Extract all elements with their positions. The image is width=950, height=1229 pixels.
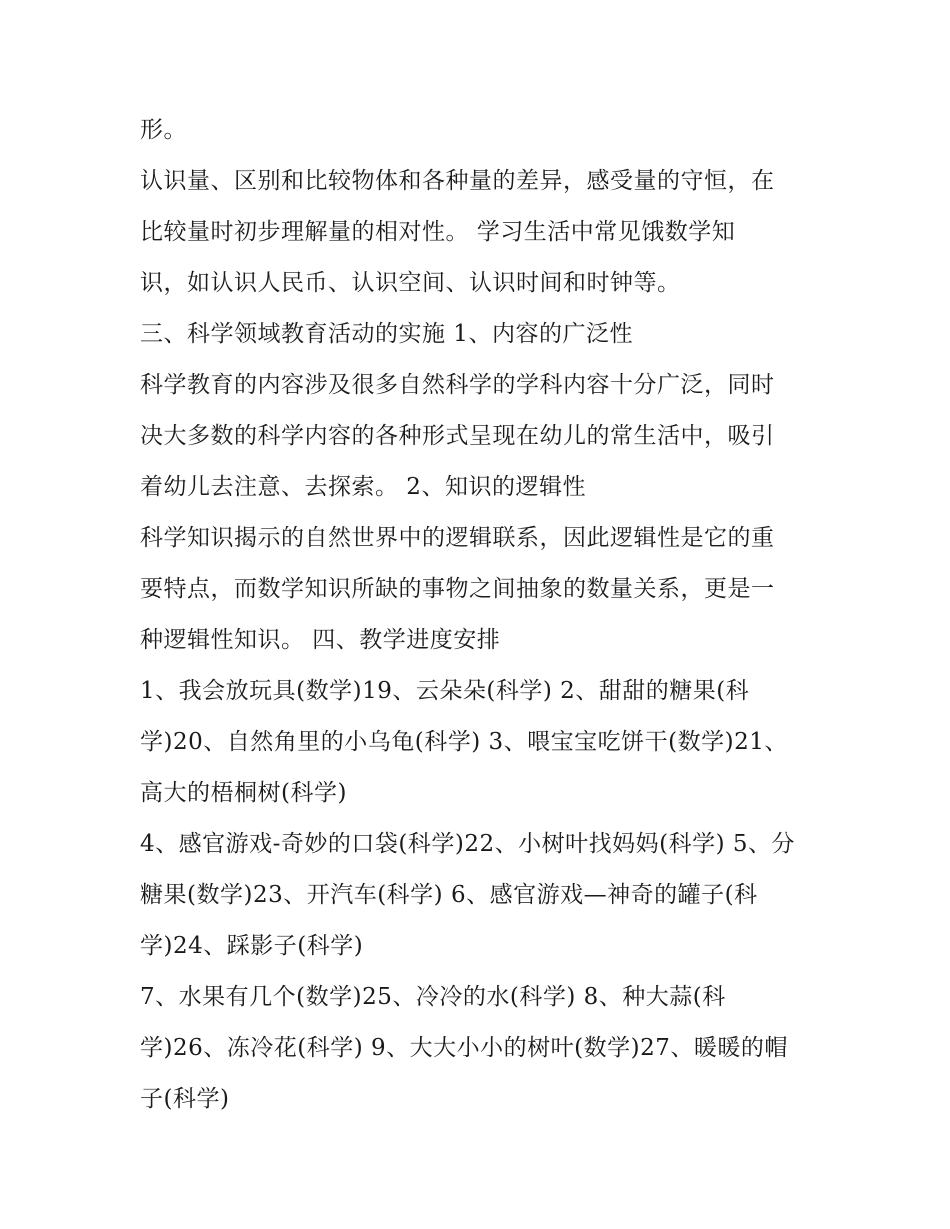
text-line: 种逻辑性知识。 四、教学进度安排 [140, 627, 501, 653]
text-line: 科学知识揭示的自然世界中的逻辑联系，因此逻辑性是它的重 [140, 525, 775, 551]
text-line: 比较量时初步理解量的相对性。 学习生活中常见饿数学知 [140, 219, 736, 245]
text-line: 识，如认识人民币、认识空间、认识时间和时钟等。 [140, 270, 681, 296]
document-body [140, 109, 820, 1129]
text-line: 要特点，而数学知识所缺的事物之间抽象的数量关系，更是一 [140, 576, 775, 602]
schedule-line: 7、水果有几个(数学)25、冷冷的水(科学) 8、种大蒜(科 [140, 984, 726, 1010]
schedule-line: 高大的梧桐树(科学) [140, 780, 347, 806]
schedule-line: 糖果(数学)23、开汽车(科学) 6、感官游戏—神奇的罐子(科 [140, 882, 758, 908]
text-line: 决大多数的科学内容的各种形式呈现在幼儿的常生活中，吸引 [140, 423, 775, 449]
schedule-line: 1、我会放玩具(数学)19、云朵朵(科学) 2、甜甜的糖果(科 [140, 678, 750, 704]
text-line: 形。 [140, 117, 187, 143]
section-heading-line: 三、科学领域教育活动的实施 1、内容的广泛性 [140, 321, 633, 347]
text-line: 科学教育的内容涉及很多自然科学的学科内容十分广泛，同时 [140, 372, 775, 398]
text-line: 认识量、区别和比较物体和各种量的差异，感受量的守恒，在 [140, 168, 775, 194]
schedule-line: 4、感官游戏-奇妙的口袋(科学)22、小树叶找妈妈(科学) 5、分 [140, 831, 796, 857]
text-line: 着幼儿去注意、去探索。 2、知识的逻辑性 [140, 474, 586, 500]
schedule-line: 子(科学) [140, 1086, 230, 1112]
schedule-line: 学)26、冻冷花(科学) 9、大大小小的树叶(数学)27、暖暖的帽 [140, 1035, 788, 1061]
schedule-line: 学)24、踩影子(科学) [140, 933, 364, 959]
schedule-line: 学)20、自然角里的小乌龟(科学) 3、喂宝宝吃饼干(数学)21、 [140, 729, 788, 755]
